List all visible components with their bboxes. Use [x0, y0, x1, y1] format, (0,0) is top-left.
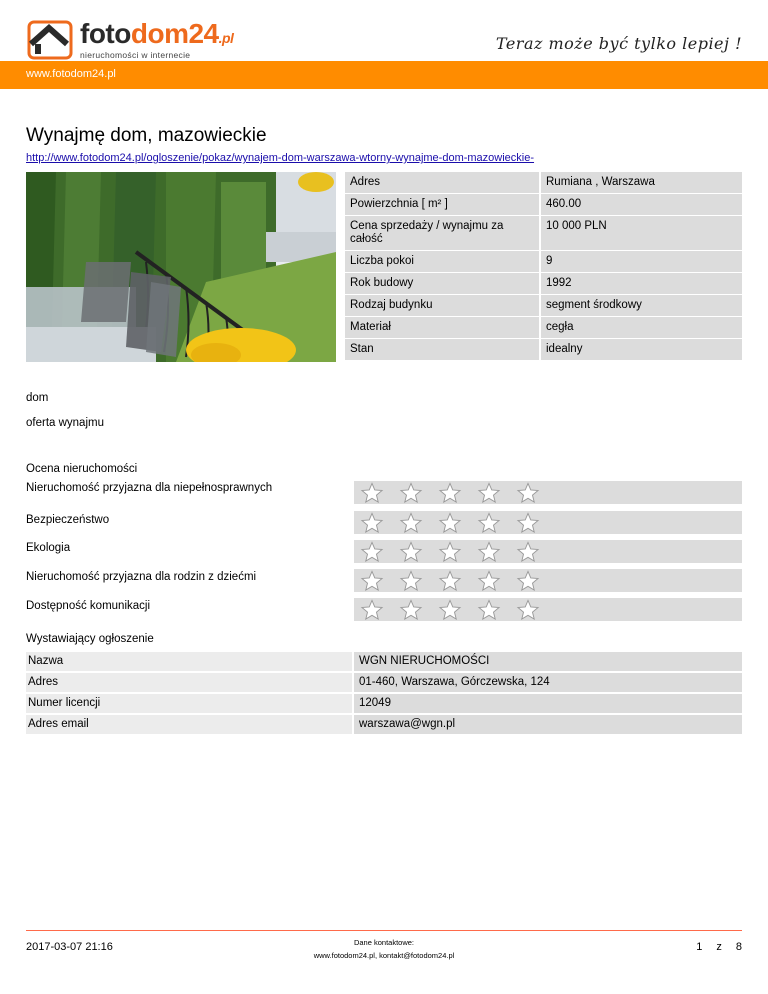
site-link[interactable]: www.fotodom24.pl — [26, 68, 116, 80]
rating-stars[interactable] — [354, 569, 742, 592]
star-empty-icon[interactable] — [360, 599, 384, 620]
detail-label: Powierzchnia [ m² ] — [345, 194, 539, 215]
detail-label: Liczba pokoi — [345, 251, 539, 272]
star-empty-icon[interactable] — [438, 482, 462, 503]
site-bar — [0, 61, 768, 89]
rating-label: Nieruchomość przyjazna dla rodzin z dziećmi — [26, 571, 257, 583]
publisher-value: WGN NIERUCHOMOŚCI — [354, 652, 742, 671]
detail-label: Materiał — [345, 317, 539, 338]
property-details-table — [345, 172, 742, 361]
page-counter — [696, 941, 742, 953]
star-empty-icon[interactable] — [516, 541, 540, 562]
star-empty-icon[interactable] — [399, 482, 423, 503]
rating-label: Nieruchomość przyjazna dla niepełnosprawnych — [26, 482, 273, 494]
house-logo-icon — [27, 14, 75, 60]
detail-row — [345, 339, 742, 360]
star-group — [360, 482, 555, 503]
star-empty-icon[interactable] — [399, 570, 423, 591]
detail-value: idealny — [541, 339, 742, 360]
detail-value: 1992 — [541, 273, 742, 294]
slogan: Teraz może być tylko lepiej ! — [495, 34, 742, 53]
detail-value: 10 000 PLN — [541, 216, 742, 250]
property-photo — [26, 172, 336, 362]
contact-info[interactable]: www.fotodom24.pl, kontakt@fotodom24.pl — [313, 951, 455, 960]
star-empty-icon[interactable] — [399, 512, 423, 533]
star-empty-icon[interactable] — [438, 541, 462, 562]
rating-stars[interactable] — [354, 511, 742, 534]
star-empty-icon[interactable] — [399, 541, 423, 562]
detail-label: Rok budowy — [345, 273, 539, 294]
detail-value: Rumiana , Warszawa — [541, 172, 742, 193]
star-empty-icon[interactable] — [477, 512, 501, 533]
publisher-value: 01-460, Warszawa, Górczewska, 124 — [354, 673, 742, 692]
logo-wordmark[interactable]: fotodom24.pl — [80, 18, 234, 49]
publisher-row — [26, 715, 742, 734]
detail-row — [345, 251, 742, 272]
detail-row — [345, 273, 742, 294]
publisher-label: Numer licencji — [26, 694, 352, 713]
rating-label: Bezpieczeństwo — [26, 514, 110, 526]
page-header — [0, 0, 768, 60]
detail-value: 460.00 — [541, 194, 742, 215]
rating-stars[interactable] — [354, 481, 742, 504]
contact-title: Dane kontaktowe: — [353, 938, 415, 947]
star-empty-icon[interactable] — [516, 482, 540, 503]
listing-title: Wynajmę dom, mazowieckie — [26, 125, 267, 146]
star-empty-icon[interactable] — [438, 599, 462, 620]
star-empty-icon[interactable] — [438, 512, 462, 533]
publisher-email[interactable]: warszawa@wgn.pl — [354, 715, 742, 734]
detail-row — [345, 295, 742, 316]
detail-value: segment środkowy — [541, 295, 742, 316]
star-empty-icon[interactable] — [477, 482, 501, 503]
star-empty-icon[interactable] — [516, 570, 540, 591]
star-empty-icon[interactable] — [360, 512, 384, 533]
star-group — [360, 541, 555, 562]
page-number: 1 — [696, 941, 703, 953]
detail-row — [345, 194, 742, 215]
star-empty-icon[interactable] — [477, 541, 501, 562]
offer-type: oferta wynajmu — [26, 417, 104, 429]
ratings-heading: Ocena nieruchomości — [26, 463, 138, 475]
rating-stars[interactable] — [354, 540, 742, 563]
publisher-heading: Wystawiający ogłoszenie — [26, 633, 154, 645]
star-group — [360, 599, 555, 620]
detail-label: Rodzaj budynku — [345, 295, 539, 316]
star-empty-icon[interactable] — [438, 570, 462, 591]
detail-label: Stan — [345, 339, 539, 360]
publisher-label: Nazwa — [26, 652, 352, 671]
detail-row — [345, 317, 742, 338]
page-of: z — [716, 941, 722, 953]
publisher-label: Adres — [26, 673, 352, 692]
detail-label: Adres — [345, 172, 539, 193]
detail-row — [345, 172, 742, 193]
publisher-label: Adres email — [26, 715, 352, 734]
star-empty-icon[interactable] — [516, 512, 540, 533]
page-total: 8 — [735, 941, 742, 953]
publisher-row — [26, 652, 742, 671]
star-group — [360, 570, 555, 591]
detail-value: 9 — [541, 251, 742, 272]
rating-stars[interactable] — [354, 598, 742, 621]
publisher-row — [26, 673, 742, 692]
star-empty-icon[interactable] — [360, 541, 384, 562]
detail-row — [345, 216, 742, 250]
publisher-row — [26, 694, 742, 713]
property-type: dom — [26, 392, 49, 404]
rating-label: Ekologia — [26, 542, 71, 554]
print-date: 2017-03-07 21:16 — [26, 941, 113, 953]
star-empty-icon[interactable] — [399, 599, 423, 620]
publisher-value: 12049 — [354, 694, 742, 713]
detail-value: cegła — [541, 317, 742, 338]
listing-url[interactable]: http://www.fotodom24.pl/ogloszenie/pokaz/wynajem-dom-warszawa-wtorny-wynajme-dom-mazowieckie- — [26, 152, 535, 164]
star-empty-icon[interactable] — [477, 570, 501, 591]
footer-divider — [26, 930, 742, 931]
logo-tagline: nieruchomości w internecie — [80, 50, 191, 60]
star-empty-icon[interactable] — [516, 599, 540, 620]
rating-label: Dostępność komunikacji — [26, 600, 151, 612]
star-empty-icon[interactable] — [477, 599, 501, 620]
detail-label: Cena sprzedaży / wynajmu za całość — [345, 216, 539, 250]
star-empty-icon[interactable] — [360, 482, 384, 503]
star-group — [360, 512, 555, 533]
star-empty-icon[interactable] — [360, 570, 384, 591]
